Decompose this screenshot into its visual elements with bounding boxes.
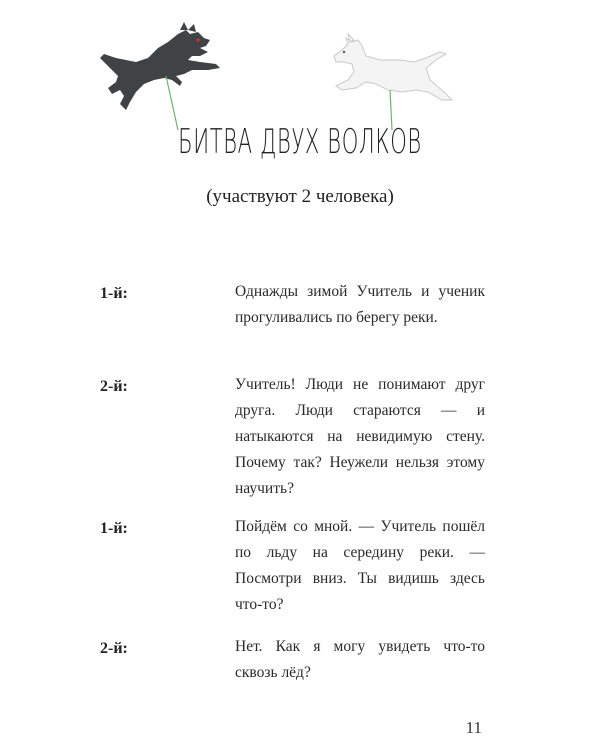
- dialogue-text: Пойдём со мной. — Учитель пошёл по льду на середину реки. — Посмотри вниз. Ты видишь здесь что-то?: [235, 518, 485, 613]
- black-wolf-icon: [100, 22, 220, 130]
- page-subtitle: (участвуют 2 человека): [206, 186, 394, 207]
- wolves-illustration: [96, 20, 456, 135]
- dialogue-text: Однажды зимой Учитель и ученик прогуливались по берегу реки.: [235, 283, 485, 326]
- white-wolf-icon: [334, 34, 452, 130]
- dialogue-text: Нет. Как я могу увидеть что-то сквозь лёд?: [235, 638, 485, 681]
- speaker-label: 1-й:: [100, 520, 128, 537]
- speaker-label: 2-й:: [100, 378, 128, 395]
- dialogue-text: Учитель! Люди не понимают друг друга. Люди стараются — и натыкаются на невидимую стену. Почему так? Неужели нельзя этому научить?: [235, 376, 485, 497]
- page-number: 11: [465, 718, 482, 737]
- speaker-label: 2-й:: [100, 640, 128, 657]
- speaker-label: 1-й:: [100, 285, 128, 302]
- page-title: БИТВА ДВУХ ВОЛКОВ: [178, 122, 422, 162]
